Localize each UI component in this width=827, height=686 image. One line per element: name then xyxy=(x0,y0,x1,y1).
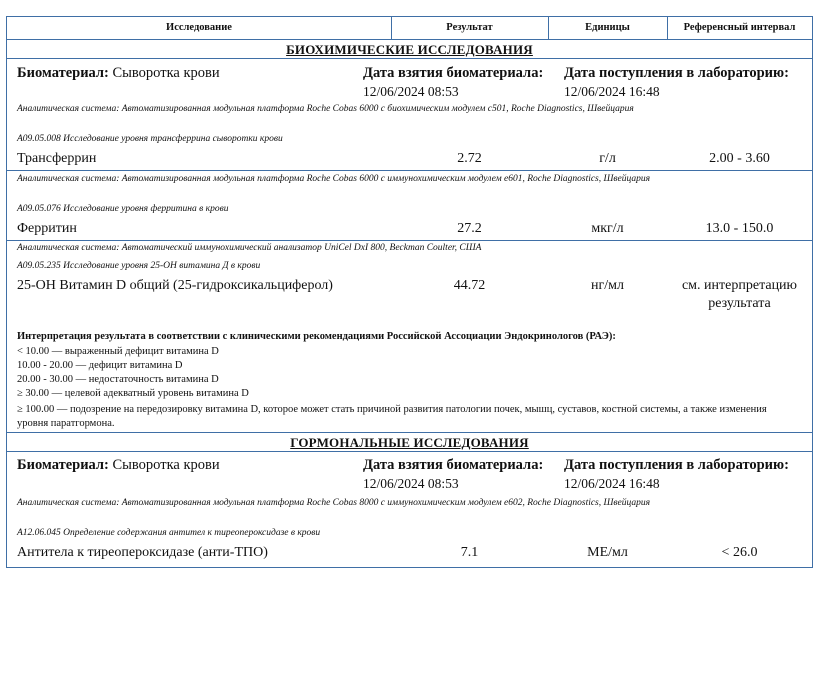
test-reference: < 26.0 xyxy=(721,545,758,560)
received-date-value: 12/06/2024 16:48 xyxy=(564,476,660,491)
sample-date-value: 12/06/2024 08:53 xyxy=(363,476,459,491)
section-title-hormone: ГОРМОНАЛЬНЫЕ ИССЛЕДОВАНИЯ xyxy=(290,435,529,450)
header-units: Единицы xyxy=(548,17,667,40)
test-code: A09.05.235 Исследование уровня 25-ОН витамина Д в крови xyxy=(17,261,261,271)
header-result: Результат xyxy=(391,17,548,40)
test-reference: 2.00 - 3.60 xyxy=(709,151,770,166)
interpretation-line: ≥ 30.00 — целевой адекватный уровень витамина D xyxy=(17,388,249,399)
section-title-biochem: БИОХИМИЧЕСКИЕ ИССЛЕДОВАНИЯ xyxy=(286,42,533,57)
biomaterial-value: Сыворотка крови xyxy=(112,65,220,81)
test-name: Антитела к тиреопероксидазе (анти-ТПО) xyxy=(17,545,268,560)
analytic-system: Аналитическая система: Автоматический иммунохимический анализатор UniCel DxI 800, Beckman Coulter, США xyxy=(17,243,482,253)
test-code: A12.06.045 Определение содержания антител к тиреопероксидазе в крови xyxy=(17,528,321,538)
test-result: 27.2 xyxy=(457,221,482,236)
divider xyxy=(7,240,812,241)
header-divider xyxy=(391,17,392,39)
interpretation-line: < 10.00 — выраженный дефицит витамина D xyxy=(17,346,219,357)
biomaterial-value: Сыворотка крови xyxy=(112,457,220,473)
analytic-system: Аналитическая система: Автоматизированная модульная платформа Roche Cobas 6000 с иммунохимическим модулем e601, Roche Diagnostics, Швейцария xyxy=(17,174,651,184)
divider xyxy=(7,58,812,59)
test-result: 7.1 xyxy=(460,545,479,560)
test-name: Ферритин xyxy=(17,221,77,236)
test-code: A09.05.008 Исследование уровня трансферрина сыворотки крови xyxy=(17,134,283,144)
test-reference-line1: см. интерпретацию xyxy=(681,278,798,293)
received-date-value: 12/06/2024 16:48 xyxy=(564,84,660,99)
divider xyxy=(7,451,812,452)
test-name: Трансферрин xyxy=(17,151,97,166)
header-reference: Референсный интервал xyxy=(667,17,812,40)
header-divider xyxy=(548,17,549,39)
biomaterial-label: Биоматериал: xyxy=(17,65,109,81)
divider xyxy=(7,432,812,433)
analytic-system: Аналитическая система: Автоматизированная модульная платформа Roche Cobas 6000 с биохимическим модулем c501, Roche Diagnostics, Швейцария xyxy=(17,104,634,114)
analytic-system: Аналитическая система: Автоматизированная модульная платформа Roche Cobas 8000 с иммунохимическим модулем e602, Roche Diagnostics, Швейцария xyxy=(17,498,651,508)
sample-date-label: Дата взятия биоматериала: xyxy=(363,65,544,81)
test-units: нг/мл xyxy=(591,278,624,293)
sample-date-label: Дата взятия биоматериала: xyxy=(363,457,544,473)
header-study: Исследование xyxy=(7,17,391,40)
received-date-label: Дата поступления в лабораторию: xyxy=(564,65,789,81)
test-units: мкг/л xyxy=(591,221,624,236)
test-result: 2.72 xyxy=(457,151,482,166)
test-units: г/л xyxy=(599,151,616,166)
header-divider xyxy=(667,17,668,39)
interpretation-line: 10.00 - 20.00 — дефицит витамина D xyxy=(17,360,183,371)
divider xyxy=(7,170,812,171)
interpretation-title: Интерпретация результата в соответствии с клиническими рекомендациями Российской Ассоциации Эндокринологов (РАЭ): xyxy=(17,331,616,342)
interpretation-line: 20.00 - 30.00 — недостаточность витамина D xyxy=(17,374,219,385)
lab-report xyxy=(6,16,813,568)
biomaterial xyxy=(17,65,220,82)
test-units: МЕ/мл xyxy=(587,545,628,560)
test-reference-line2: результата xyxy=(708,296,771,311)
interpretation-line: ≥ 100.00 — подозрение на передозировку витамина D, которое может стать причиной развития патологии почек, мышц, суставов, костной системы, а также изменения уровня паратгормона. xyxy=(17,404,767,429)
biomaterial xyxy=(17,457,220,474)
test-name: 25-ОН Витамин D общий (25-гидроксикальциферол) xyxy=(17,278,333,293)
biomaterial-label: Биоматериал: xyxy=(17,457,109,473)
test-code: A09.05.076 Исследование уровня ферритина в крови xyxy=(17,204,229,214)
received-date-label: Дата поступления в лабораторию: xyxy=(564,457,789,473)
test-reference: 13.0 - 150.0 xyxy=(705,221,774,236)
sample-date-value: 12/06/2024 08:53 xyxy=(363,84,459,99)
test-result: 44.72 xyxy=(453,278,486,293)
